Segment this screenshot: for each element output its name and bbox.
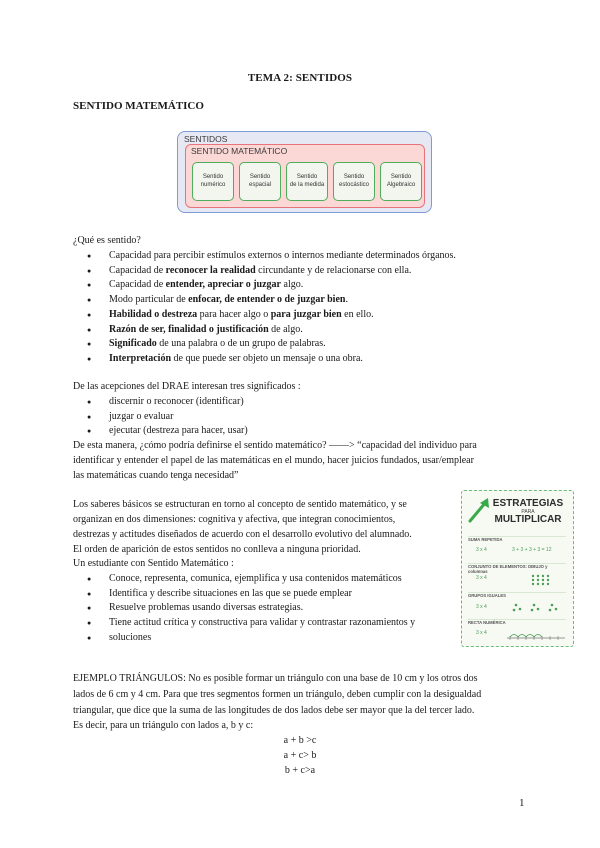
ejemplo-line-2: lados de 6 cm y 4 cm. Para que tres segmentos formen un triángulo, deben cumplir con la desigualdad <box>73 689 482 700</box>
text-span: de que puede ser objeto un mensaje o una obra. <box>171 352 363 364</box>
poster-section-1: SUMA REPETIDA <box>468 536 566 542</box>
bold-text: Habilidad o destreza <box>109 308 198 320</box>
list-item <box>73 293 456 308</box>
text-span: circundante y de relacionarse con ella. <box>255 264 412 276</box>
ejemplo-line-4: Es decir, para un triángulo con lados a, b y c: <box>73 720 254 731</box>
poster-section-2: CONJUNTO DE ELEMENTOS: DIBUJO y columnas <box>468 563 566 574</box>
list-item <box>73 337 456 352</box>
inner-container <box>185 144 425 208</box>
groups-icon <box>510 599 564 615</box>
conclusion-line-2: identificar y entender el papel de las matemáticas en el mundo, hacer juicios fundados, usar/emplear <box>73 455 474 466</box>
bold-text: enfocar, de entender o de juzgar bien <box>188 294 346 306</box>
conclusion-line-1: De esta manera, ¿cómo podría definirse el sentido matemático? ——> “capacidad del individuo para <box>73 440 477 451</box>
text-span: . <box>345 294 348 306</box>
sense-box-algebraico: Sentido Algebraico <box>380 162 422 201</box>
bold-text: Razón de ser, finalidad o justificación <box>109 323 269 335</box>
text-span: algo. <box>281 279 304 291</box>
saberes-line-5: Un estudiante con Sentido Matemático : <box>73 558 234 569</box>
list-item: ● Conoce, representa, comunica, ejemplifica y usa contenidos matemáticos <box>73 572 415 587</box>
list-item: ● juzgar o evaluar <box>73 410 248 425</box>
number-line-icon <box>506 631 566 641</box>
saberes-line-1: Los saberes básicos se estructuran en torno al concepto de sentido matemático, y se <box>73 499 407 510</box>
list-item-continuation: ● soluciones <box>73 631 415 646</box>
formula-3: b + c>a <box>284 765 316 776</box>
inner-label: SENTIDO MATEMÁTICO <box>191 146 288 156</box>
text-span: Modo particular de <box>109 294 189 306</box>
sense-box-medida: Sentido de la medida <box>286 162 328 201</box>
poster-title: ESTRATEGIAS <box>492 498 564 509</box>
drae-list <box>73 395 248 439</box>
conclusion-line-3: las matemáticas cuando tenga necesidad” <box>73 470 239 481</box>
text-span: Capacidad de <box>109 264 166 276</box>
list-item: ● Identifica y describe situaciones en las que se puede emplear <box>73 587 415 602</box>
list-item <box>73 352 456 367</box>
saberes-line-3: destrezas y actitudes diseñados de acuerdo con el desarrollo evolutivo del alumnado. <box>73 529 412 540</box>
sense-box-espacial: Sentido espacial <box>239 162 281 201</box>
poster-section-4: RECTA NUMÉRICA <box>468 619 566 625</box>
strategies-poster <box>461 490 574 647</box>
ejemplo-line-3: triangular, que dice que la suma de las longitudes de dos lados debe ser mayor que la del tercer lado. <box>73 705 475 716</box>
formula-2: a + c> b <box>283 750 317 761</box>
page-title: TEMA 2: SENTIDOS <box>247 72 353 84</box>
bold-text: para juzgar bien <box>270 308 342 320</box>
poster-title-2: MULTIPLICAR <box>494 514 562 525</box>
bold-text: Significado <box>109 338 157 350</box>
formula-1: a + b >c <box>283 735 317 746</box>
list-item: ● discernir o reconocer (identificar) <box>73 395 248 410</box>
text-span: Capacidad de <box>109 279 166 291</box>
question-text: ¿Qué es sentido? <box>73 235 141 246</box>
text-span: de algo. <box>268 323 303 335</box>
outer-label: SENTIDOS <box>184 134 228 144</box>
ejemplo-line-1: EJEMPLO TRIÁNGULOS: No es posible formar un triángulo con una base de 10 cm y los otros dos <box>73 673 478 684</box>
bold-text: Interpretación <box>109 352 172 364</box>
list-item: ● ejecutar (destreza para hacer, usar) <box>73 424 248 439</box>
list-item <box>73 278 456 293</box>
sense-boxes <box>192 162 422 201</box>
saberes-line-4: El orden de aparición de estos sentidos no conlleva a ninguna prioridad. <box>73 544 361 555</box>
definitions-list <box>73 249 456 367</box>
sense-box-numerico: Sentido numérico <box>192 162 234 201</box>
section-heading: SENTIDO MATEMÁTICO <box>73 100 204 112</box>
poster-value: 3 x 4 <box>476 547 487 553</box>
list-item: ● Resuelve problemas usando diversas estrategias. <box>73 601 415 616</box>
bold-text: entender, apreciar o juzgar <box>165 279 281 291</box>
text-span: en ello. <box>341 308 374 320</box>
student-list <box>73 572 415 646</box>
senses-diagram <box>177 131 432 213</box>
list-item <box>73 308 456 323</box>
poster-section-3: GRUPOS IGUALES <box>468 592 566 598</box>
bold-text: reconocer la realidad <box>165 264 256 276</box>
drae-intro: De las acepciones del DRAE interesan tres significados : <box>73 381 301 392</box>
poster-value: 3 x 4 <box>476 630 487 636</box>
poster-value: 3 x 4 <box>476 575 487 581</box>
saberes-line-2: organizan en dos dimensiones: cognitiva y afectiva, que integran conocimientos, <box>73 514 396 525</box>
list-item <box>73 323 456 338</box>
text-span: Capacidad para percibir estímulos externos o internos mediante determinados órganos. <box>109 250 456 261</box>
dots-grid-icon <box>530 573 552 587</box>
text-span: de una palabra o de un grupo de palabras. <box>156 338 326 350</box>
poster-subtitle: PARA <box>521 509 535 515</box>
poster-value: 3 + 3 + 3 + 3 = 12 <box>512 547 552 553</box>
page-number: 1 <box>519 797 525 809</box>
list-item <box>73 249 456 264</box>
poster-value: 3 x 4 <box>476 604 487 610</box>
text-span: para hacer algo o <box>197 308 271 320</box>
list-item <box>73 264 456 279</box>
sense-box-estocastico: Sentido estocástico <box>333 162 375 201</box>
list-item: ● Tiene actitud crítica y constructiva para validar y contrastar razonamientos y <box>73 616 415 631</box>
